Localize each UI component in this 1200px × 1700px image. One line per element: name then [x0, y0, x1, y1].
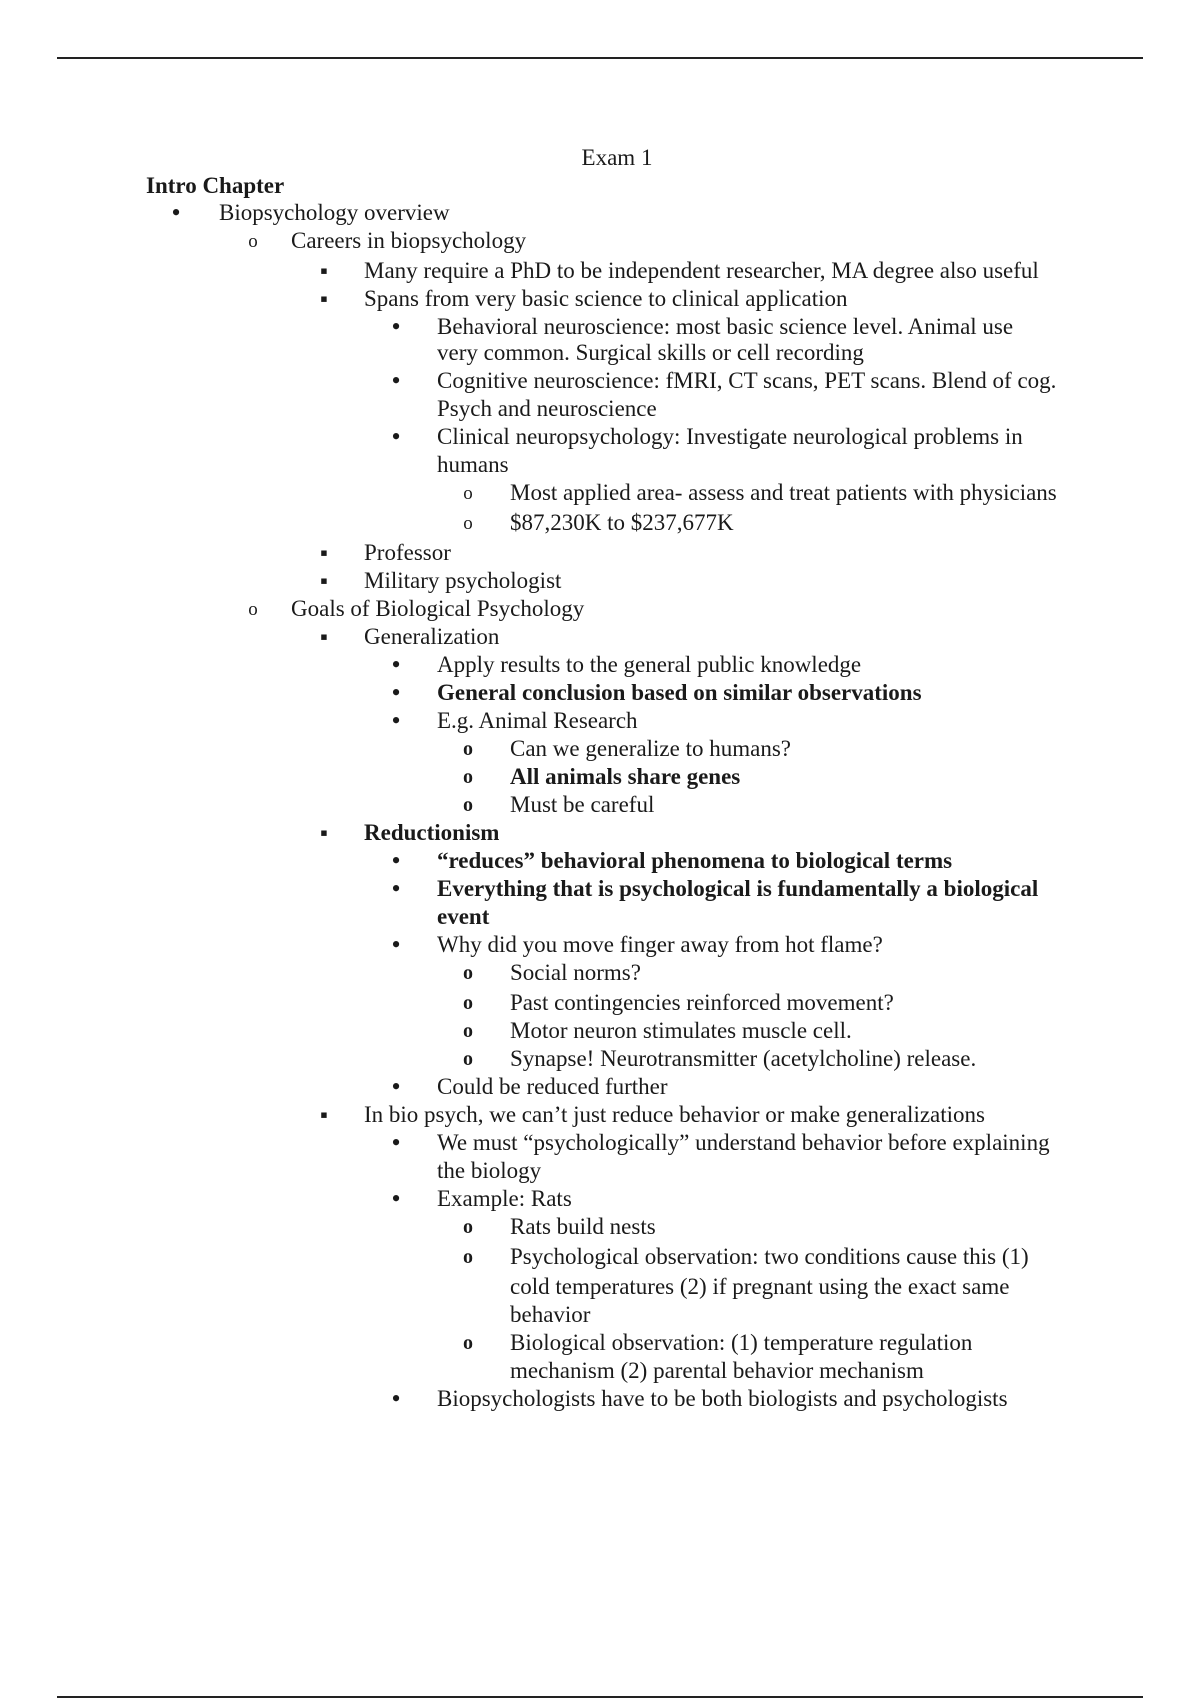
- circle-bullet-icon: [243, 227, 263, 256]
- outline-line-level-4: very common. Surgical skills or cell recording: [437, 340, 864, 365]
- outline-line-level-4: “reduces” behavioral phenomena to biological terms: [437, 848, 953, 873]
- circle-bullet-icon: [458, 791, 478, 819]
- header-rule: [57, 57, 1143, 59]
- outline-line-level-5: cold temperatures (2) if pregnant using the exact same: [510, 1274, 1010, 1299]
- outline-line-level-3: Professor: [364, 540, 451, 565]
- disc-bullet-icon: [386, 1073, 406, 1103]
- circle-bullet-icon: [458, 1329, 478, 1357]
- outline-line-level-3: Spans from very basic science to clinical application: [364, 286, 848, 311]
- outline-line-level-4: event: [437, 904, 490, 929]
- square-bullet-icon: [314, 257, 334, 286]
- outline-line-level-4: We must “psychologically” understand behavior before explaining: [437, 1130, 1050, 1155]
- square-bullet-icon: [314, 819, 334, 848]
- circle-bullet-icon: [458, 1243, 478, 1271]
- outline-line-level-2: Goals of Biological Psychology: [291, 596, 585, 621]
- disc-bullet-icon: [386, 931, 406, 961]
- disc-bullet-icon: [386, 313, 406, 343]
- outline-line-level-3: In bio psych, we can’t just reduce behavior or make generalizations: [364, 1102, 985, 1127]
- section-heading: Intro Chapter: [146, 173, 285, 198]
- circle-bullet-icon: [458, 735, 478, 763]
- circle-bullet-icon: [458, 1045, 478, 1073]
- outline-line-level-5: Rats build nests: [510, 1214, 656, 1239]
- circle-bullet-icon: [458, 763, 478, 791]
- outline-line-level-1: Biopsychology overview: [219, 200, 450, 225]
- disc-bullet-icon: [386, 367, 406, 397]
- outline-line-level-3: Many require a PhD to be independent researcher, MA degree also useful: [364, 258, 1039, 283]
- square-bullet-icon: [314, 567, 334, 596]
- outline-line-level-4: the biology: [437, 1158, 542, 1183]
- circle-bullet-icon: [458, 959, 478, 987]
- outline-line-level-5: Past contingencies reinforced movement?: [510, 990, 894, 1015]
- outline-line-level-4: humans: [437, 452, 509, 477]
- disc-bullet-icon: [386, 1129, 406, 1159]
- outline-line-level-3: Reductionism: [364, 820, 500, 845]
- outline-line-level-5: Psychological observation: two conditions cause this (1): [510, 1244, 1029, 1269]
- outline-line-level-4: Clinical neuropsychology: Investigate neurological problems in: [437, 424, 1023, 449]
- outline-line-level-5: Can we generalize to humans?: [510, 736, 791, 761]
- disc-bullet-icon: [386, 679, 406, 709]
- circle-bullet-icon: [458, 1213, 478, 1241]
- outline-line-level-5: Synapse! Neurotransmitter (acetylcholine) release.: [510, 1046, 977, 1071]
- outline-line-level-5: Most applied area- assess and treat patients with physicians: [510, 480, 1057, 505]
- square-bullet-icon: [314, 623, 334, 652]
- outline-line-level-4: Example: Rats: [437, 1186, 572, 1211]
- outline-line-level-4: Why did you move finger away from hot flame?: [437, 932, 883, 957]
- square-bullet-icon: [314, 1101, 334, 1130]
- disc-bullet-icon: [386, 847, 406, 877]
- outline-line-level-4: Cognitive neuroscience: fMRI, CT scans, PET scans. Blend of cog.: [437, 368, 1057, 393]
- outline-line-level-5: Social norms?: [510, 960, 641, 985]
- outline-line-level-4: E.g. Animal Research: [437, 708, 638, 733]
- disc-bullet-icon: [386, 875, 406, 905]
- outline-line-level-5: behavior: [510, 1302, 591, 1327]
- footer-rule: [57, 1696, 1143, 1698]
- outline-line-level-4: Behavioral neuroscience: most basic science level. Animal use: [437, 314, 1014, 339]
- circle-bullet-icon: [458, 479, 478, 508]
- disc-bullet-icon: [386, 707, 406, 737]
- outline-line-level-5: mechanism (2) parental behavior mechanism: [510, 1358, 924, 1383]
- outline-line-level-3: Military psychologist: [364, 568, 562, 593]
- outline-line-level-5: Motor neuron stimulates muscle cell.: [510, 1018, 852, 1043]
- circle-bullet-icon: [458, 1017, 478, 1045]
- square-bullet-icon: [314, 285, 334, 314]
- outline-line-level-4: General conclusion based on similar observations: [437, 680, 922, 705]
- outline-line-level-5: $87,230K to $237,677K: [510, 510, 734, 535]
- outline-line-level-4: Biopsychologists have to be both biologists and psychologists: [437, 1386, 1008, 1411]
- outline-line-level-4: Apply results to the general public knowledge: [437, 652, 862, 677]
- outline-line-level-5: Must be careful: [510, 792, 655, 817]
- disc-bullet-icon: [386, 1185, 406, 1215]
- outline-line-level-4: Psych and neuroscience: [437, 396, 657, 421]
- outline-line-level-4: Could be reduced further: [437, 1074, 668, 1099]
- disc-bullet-icon: [386, 423, 406, 453]
- outline-line-level-3: Generalization: [364, 624, 500, 649]
- disc-bullet-icon: [386, 1385, 406, 1415]
- circle-bullet-icon: [458, 509, 478, 538]
- square-bullet-icon: [314, 539, 334, 568]
- circle-bullet-icon: [458, 989, 478, 1017]
- outline-line-level-4: Everything that is psychological is fundamentally a biological: [437, 876, 1039, 901]
- circle-bullet-icon: [243, 595, 263, 624]
- document-title: Exam 1: [581, 145, 653, 170]
- disc-bullet-icon: [386, 651, 406, 681]
- disc-bullet-icon: [166, 199, 186, 229]
- outline-line-level-5: Biological observation: (1) temperature regulation: [510, 1330, 973, 1355]
- outline-line-level-2: Careers in biopsychology: [291, 228, 527, 253]
- outline-line-level-5: All animals share genes: [510, 764, 741, 789]
